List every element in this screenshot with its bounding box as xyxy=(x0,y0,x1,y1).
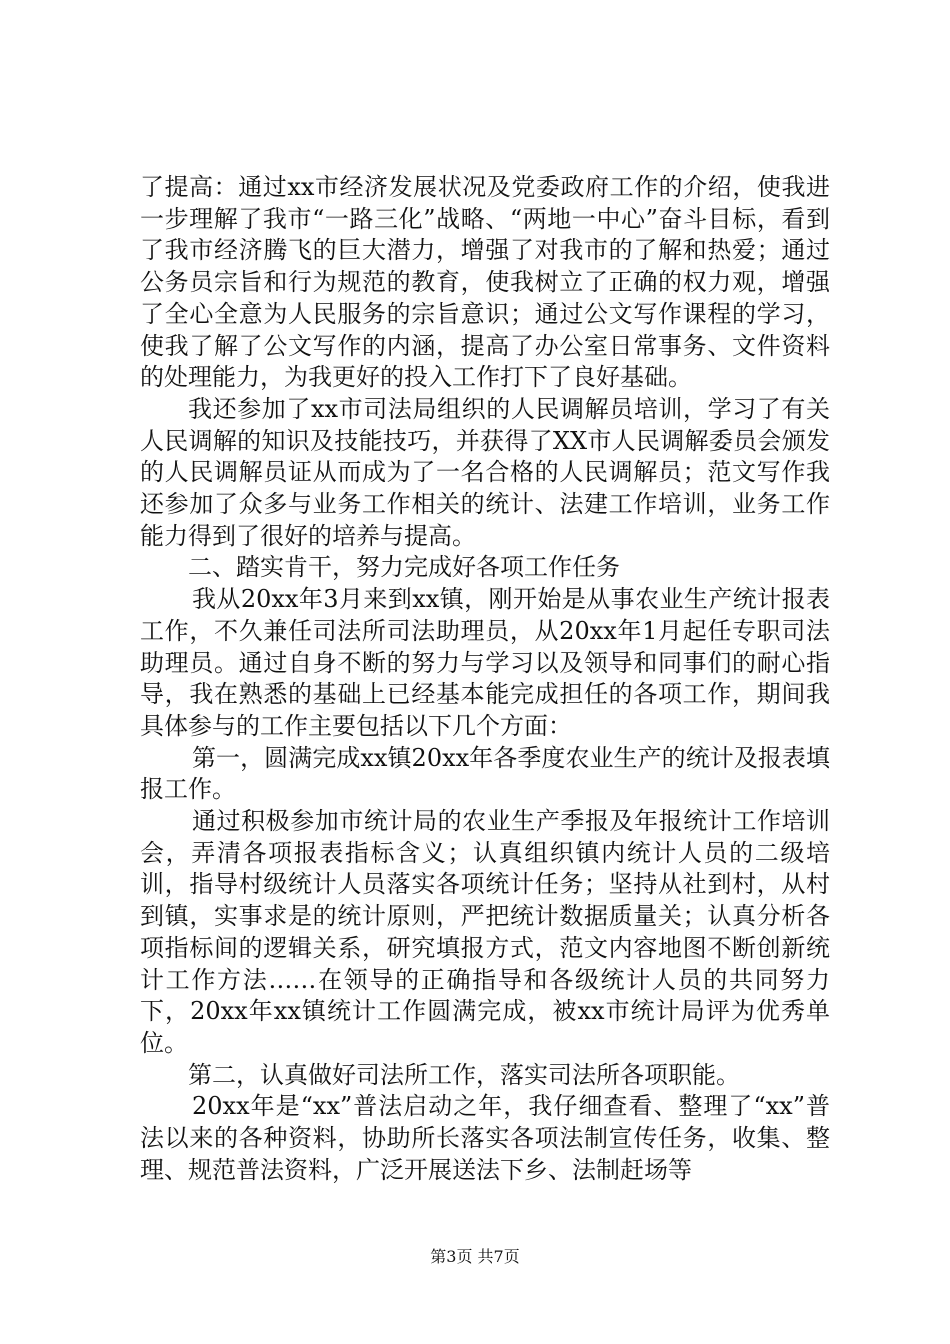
document-body xyxy=(140,172,830,1187)
paragraph-legal-education: 20xx年是“xx”普法启动之年，我仔细查看、整理了“xx”普法以来的各种资料，协助所长落实各项法制宣传任务，收集、整理、规范普法资料，广泛开展送法下乡、法制赶场等 xyxy=(140,1092,830,1184)
paragraph-mediator-training: 我还参加了xx市司法局组织的人民调解员培训，学习了有关人民调解的知识及技能技巧，并获得了XX市人民调解委员会颁发的人民调解员证从而成为了一名合格的人民调解员；范文写作我还参加了众多与业务工作相关的统计、法建工作培训，业务工作能力得到了很好的培养与提高。 xyxy=(140,394,830,550)
paragraph-work-overview: 我从20xx年3月来到xx镇，刚开始是从事农业生产统计报表工作，不久兼任司法所司法助理员，从20xx年1月起任专职司法助理员。通过自身不断的努力与学习以及领导和同事们的耐心指导，我在熟悉的基础上已经基本能完成担任的各项工作，期间我具体参与的工作主要包括以下几个方面： xyxy=(140,585,830,740)
subheading-second: 第二，认真做好司法所工作，落实司法所各项职能。 xyxy=(188,1060,740,1089)
section-heading-2: 二、踏实肯干，努力完成好各项工作任务 xyxy=(188,553,620,582)
subheading-first: 第一，圆满完成xx镇20xx年各季度农业生产的统计及报表填报工作。 xyxy=(140,743,830,804)
paragraph-training-continuation: 了提高：通过xx市经济发展状况及党委政府工作的介绍，使我进一步理解了我市“一路三化”战略、“两地一中心”奋斗目标，看到了我市经济腾飞的巨大潜力，增强了对我市的了解和热爱；通过公务员宗旨和行为规范的教育，使我树立了正确的权力观，增强了全心全意为人民服务的宗旨意识；通过公文写作课程的学习，使我了解了公文写作的内涵，提高了办公室日常事务、文件资料的处理能力，为我更好的投入工作打下了良好基础。 xyxy=(140,173,830,392)
paragraph-statistics-work: 通过积极参加市统计局的农业生产季报及年报统计工作培训会，弄清各项报表指标含义；认真组织镇内统计人员的二级培训，指导村级统计人员落实各项统计任务；坚持从社到村，从村到镇，实事求是的统计原则，严把统计数据质量关；认真分析各项指标间的逻辑关系，研究填报方式，范文内容地图不断创新统计工作方法……在领导的正确指导和各级统计人员的共同努力下，20xx年xx镇统计工作圆满完成，被xx市统计局评为优秀单位。 xyxy=(140,807,830,1057)
page-number-footer: 第3页 共7页 xyxy=(430,1247,520,1266)
